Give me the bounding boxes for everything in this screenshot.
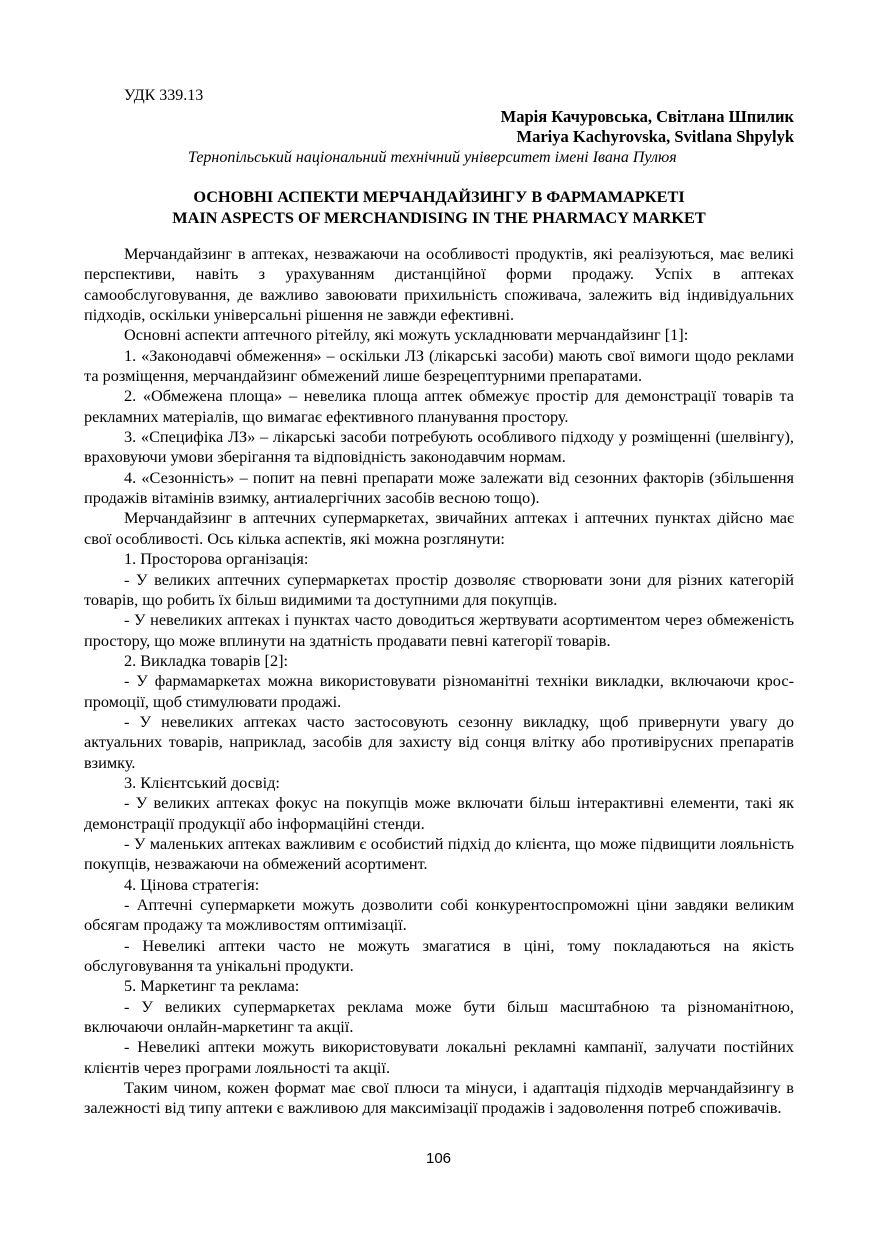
paragraph: 4. «Сезонність» – попит на певні препарати може залежати від сезонних факторів (збільшення продажів вітамінів взимку, антиалергічних засобів весною тощо). [84, 467, 794, 508]
paragraph: 4. Цінова стратегія: [124, 874, 260, 894]
paragraph: 2. Викладка товарів [2]: [124, 650, 289, 670]
paragraph: 1. Просторова організація: [124, 549, 309, 569]
paragraph: - Невеликі аптеки часто не можуть змагатися в ціні, тому покладаються на якість обслуговування та унікальні продукти. [84, 935, 794, 976]
article-body [84, 244, 794, 1119]
paragraph: - У великих аптечних супермаркетах простір дозволяє створювати зони для різних категорій товарів, що робить їх більш видимими та доступними для покупців. [84, 569, 794, 609]
paragraph: - У великих аптеках фокус на покупців може включати більш інтерактивні елементи, такі як демонстрації продукції або інформаційні стенди. [84, 793, 794, 833]
paragraph: Мерчандайзинг в аптечних супермаркетах, звичайних аптеках і аптечних пунктах дійсно має свої особливості. Ось кілька аспектів, які можна розглянути: [84, 508, 794, 548]
paragraph: - У невеликих аптеках і пунктах часто доводиться жертвувати асортиментом через обмеженість простору, що може вплинути на здатність продавати певні категорії товарів. [84, 610, 794, 650]
paragraph: Мерчандайзинг в аптеках, незважаючи на особливості продуктів, які реалізуються, має великі перспективи, навіть з урахуванням дистанційної форми продажу. Успіх в аптеках самообслуговування, де важливо завоювати прихильність споживача, залежить від індивідуальних підходів, оскільки універсальні рішення не завжди ефективні. [84, 244, 794, 325]
author-affiliation: Тернопільський національний технічний університет імені Івана Пулюя [188, 149, 677, 166]
paragraph: - Невеликі аптеки можуть використовувати локальні рекламні кампанії, залучати постійних клієнтів через програми лояльності та акції. [84, 1037, 794, 1077]
paragraph: Таким чином, кожен формат має свої плюси та мінуси, і адаптація підходів мерчандайзингу в залежності від типу аптеки є важливою для максимізації продажів і задоволення потреб споживачів. [84, 1078, 794, 1118]
authors-ukrainian: Марія Качуровська, Світлана Шпилик [500, 107, 794, 126]
article-title-ukrainian: ОСНОВНІ АСПЕКТИ МЕРЧАНДАЙЗИНГУ В ФАРМАМАРКЕТІ [193, 187, 685, 206]
paragraph: 1. «Законодавчі обмеження» – оскільки ЛЗ (лікарські засоби) мають свої вимоги щодо реклами та розміщення, мерчандайзинг обмежений лише безрецептурними препаратами. [84, 345, 794, 386]
page-number: 106 [425, 1150, 452, 1167]
article-title-english: MAIN ASPECTS OF MERCHANDISING IN THE PHARMACY MARKET [172, 208, 706, 227]
paragraph: 5. Маркетинг та реклама: [124, 976, 300, 996]
paragraph: Основні аспекти аптечного рітейлу, які можуть ускладнювати мерчандайзинг [1]: [124, 325, 689, 345]
authors-english: Mariya Kachyrovska, Svitlana Shpylyk [516, 127, 794, 146]
paragraph: - У фармамаркетах можна використовувати різноманітні техніки викладки, включаючи крос-промоції, щоб стимулювати продажі. [84, 671, 794, 711]
paragraph: - Аптечні супермаркети можуть дозволити собі конкурентоспроможні ціни завдяки великим обсягам продажу та можливостям оптимізації. [84, 895, 794, 935]
paragraph: 3. Клієнтський досвід: [124, 772, 280, 792]
paragraph: - У маленьких аптеках важливим є особистий підхід до клієнта, що може підвищити лояльність покупців, незважаючи на обмежений асортимент. [84, 833, 794, 874]
paragraph: 2. «Обмежена площа» – невелика площа аптек обмежує простір для демонстрації товарів та рекламних матеріалів, що вимагає ефективного планування простору. [84, 386, 794, 426]
paragraph: - У невеликих аптеках часто застосовують сезонну викладку, щоб привернути увагу до актуальних товарів, наприклад, засобів для захисту від сонця влітку або противірусних препаратів взимку. [84, 711, 794, 772]
paragraph: - У великих супермаркетах реклама може бути більш масштабною та різноманітною, включаючи онлайн-маркетинг та акції. [84, 996, 794, 1037]
udc-code: УДК 339.13 [124, 87, 204, 104]
paragraph: 3. «Специфіка ЛЗ» – лікарські засоби потребують особливого підходу у розміщенні (шелвінгу), враховуючи умови зберігання та відповідність законодавчим нормам. [84, 427, 794, 467]
